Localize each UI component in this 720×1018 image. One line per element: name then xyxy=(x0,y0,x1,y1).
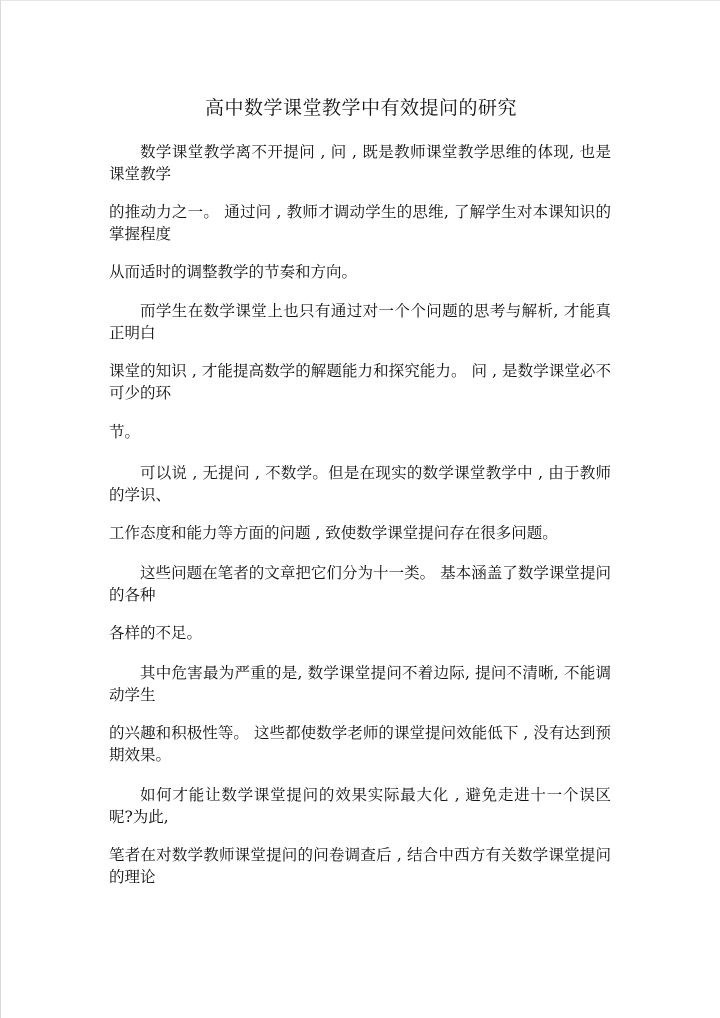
paragraph-12: 的兴趣和积极性等。 这些都使数学老师的课堂提问效能低下 , 没有达到预期效果。 xyxy=(109,724,611,764)
paragraph-2: 的推动力之一。 通过问 , 教师才调动学生的思维, 了解学生对本课知识的掌握程度 xyxy=(109,203,611,243)
paragraph-9: 这些问题在笔者的文章把它们分为十一类。 基本涵盖了数学课堂提问的各种 xyxy=(109,564,611,604)
paragraph-10: 各样的不足。 xyxy=(109,624,203,642)
paragraph-13: 如何才能让数学课堂提问的效果实际最大化 , 避免走进十一个误区呢?为此, xyxy=(109,786,611,826)
paragraph-6: 节。 xyxy=(109,423,141,441)
paragraph-7: 可以说 , 无提问 , 不数学。但是在现实的数学课堂教学中 , 由于教师的学识、 xyxy=(109,464,611,504)
paragraph-1: 数学课堂教学离不开提问 , 问 , 既是教师课堂教学思维的体现, 也是课堂教学 xyxy=(109,143,611,183)
paragraph-8: 工作态度和能力等方面的问题 , 致使数学课堂提问存在很多问题。 xyxy=(109,524,558,542)
paragraph-11: 其中危害最为严重的是, 数学课堂提问不着边际, 提问不清晰, 不能调动学生 xyxy=(109,664,611,704)
document-title: 高中数学课堂教学中有效提问的研究 xyxy=(204,97,517,119)
paragraph-3: 从而适时的调整教学的节奏和方向。 xyxy=(109,263,358,281)
paragraph-14: 笔者在对数学教师课堂提问的问卷调查后 , 结合中西方有关数学课堂提问的理论 xyxy=(109,846,611,886)
paragraph-5: 课堂的知识 , 才能提高数学的解题能力和探究能力。 问 , 是数学课堂必不可少的环 xyxy=(109,362,611,402)
paragraph-4: 而学生在数学课堂上也只有通过对一个个问题的思考与解析, 才能真正明白 xyxy=(109,302,611,342)
